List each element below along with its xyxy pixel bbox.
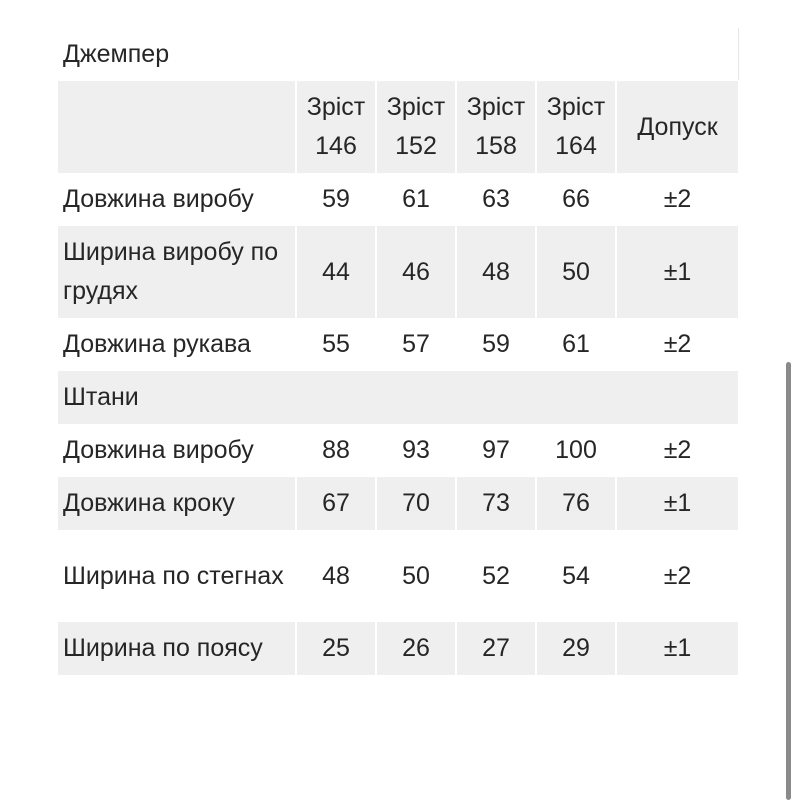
cell-value: 63 (456, 173, 536, 226)
cell-value: 88 (296, 424, 376, 477)
row-label: Ширина виробу по грудях (58, 226, 296, 318)
header-size-word: Зріст (466, 93, 526, 121)
header-size-164 (536, 81, 616, 173)
header-size-number: 146 (315, 132, 357, 160)
cell-value: 61 (536, 318, 616, 371)
cell-tolerance: ±1 (616, 226, 738, 318)
cell-value: 73 (456, 477, 536, 530)
row-label: Ширина по поясу (58, 622, 296, 675)
header-size-number: 164 (555, 132, 597, 160)
cell-value: 46 (376, 226, 456, 318)
cell-value: 67 (296, 477, 376, 530)
cell-value: 52 (456, 530, 536, 622)
cell-tolerance: ±2 (616, 318, 738, 371)
row-label: Довжина рукава (58, 318, 296, 371)
header-size-number: 158 (475, 132, 517, 160)
cell-value: 50 (376, 530, 456, 622)
header-size-number: 152 (395, 132, 437, 160)
section-title-pants: Штани (58, 371, 738, 424)
cell-value: 26 (376, 622, 456, 675)
cell-value: 50 (536, 226, 616, 318)
table-row (58, 530, 738, 622)
table-row (58, 318, 738, 371)
cell-tolerance: ±2 (616, 530, 738, 622)
row-label: Довжина кроку (58, 477, 296, 530)
row-label: Ширина по стегнах (58, 530, 296, 622)
section-row-jumper (58, 28, 738, 81)
cell-value: 100 (536, 424, 616, 477)
table-row (58, 424, 738, 477)
header-size-word: Зріст (306, 93, 366, 121)
cell-value: 59 (456, 318, 536, 371)
header-empty-cell (58, 81, 296, 173)
cell-value: 61 (376, 173, 456, 226)
header-size-158 (456, 81, 536, 173)
header-size-146 (296, 81, 376, 173)
cell-value: 48 (456, 226, 536, 318)
table-row (58, 477, 738, 530)
header-size-152 (376, 81, 456, 173)
cell-value: 27 (456, 622, 536, 675)
cell-value: 55 (296, 318, 376, 371)
cell-value: 70 (376, 477, 456, 530)
header-size-word: Зріст (386, 93, 446, 121)
cell-value: 54 (536, 530, 616, 622)
cell-tolerance: ±2 (616, 173, 738, 226)
header-row (58, 81, 738, 173)
size-chart-table (58, 28, 738, 675)
cell-value: 76 (536, 477, 616, 530)
row-label: Довжина виробу (58, 173, 296, 226)
row-label: Довжина виробу (58, 424, 296, 477)
header-size-word: Зріст (546, 93, 606, 121)
header-tolerance: Допуск (616, 81, 738, 173)
cell-tolerance: ±1 (616, 477, 738, 530)
cell-tolerance: ±1 (616, 622, 738, 675)
cell-value: 48 (296, 530, 376, 622)
cell-value: 97 (456, 424, 536, 477)
table-row (58, 622, 738, 675)
section-row-pants (58, 371, 738, 424)
cell-value: 25 (296, 622, 376, 675)
cell-value: 29 (536, 622, 616, 675)
cell-value: 93 (376, 424, 456, 477)
section-title-jumper: Джемпер (58, 28, 738, 81)
table-row (58, 226, 738, 318)
cell-value: 66 (536, 173, 616, 226)
cell-tolerance: ±2 (616, 424, 738, 477)
vertical-scrollbar[interactable] (786, 362, 791, 800)
cell-value: 44 (296, 226, 376, 318)
cell-value: 59 (296, 173, 376, 226)
cell-value: 57 (376, 318, 456, 371)
table-row (58, 173, 738, 226)
top-right-divider (738, 28, 739, 80)
